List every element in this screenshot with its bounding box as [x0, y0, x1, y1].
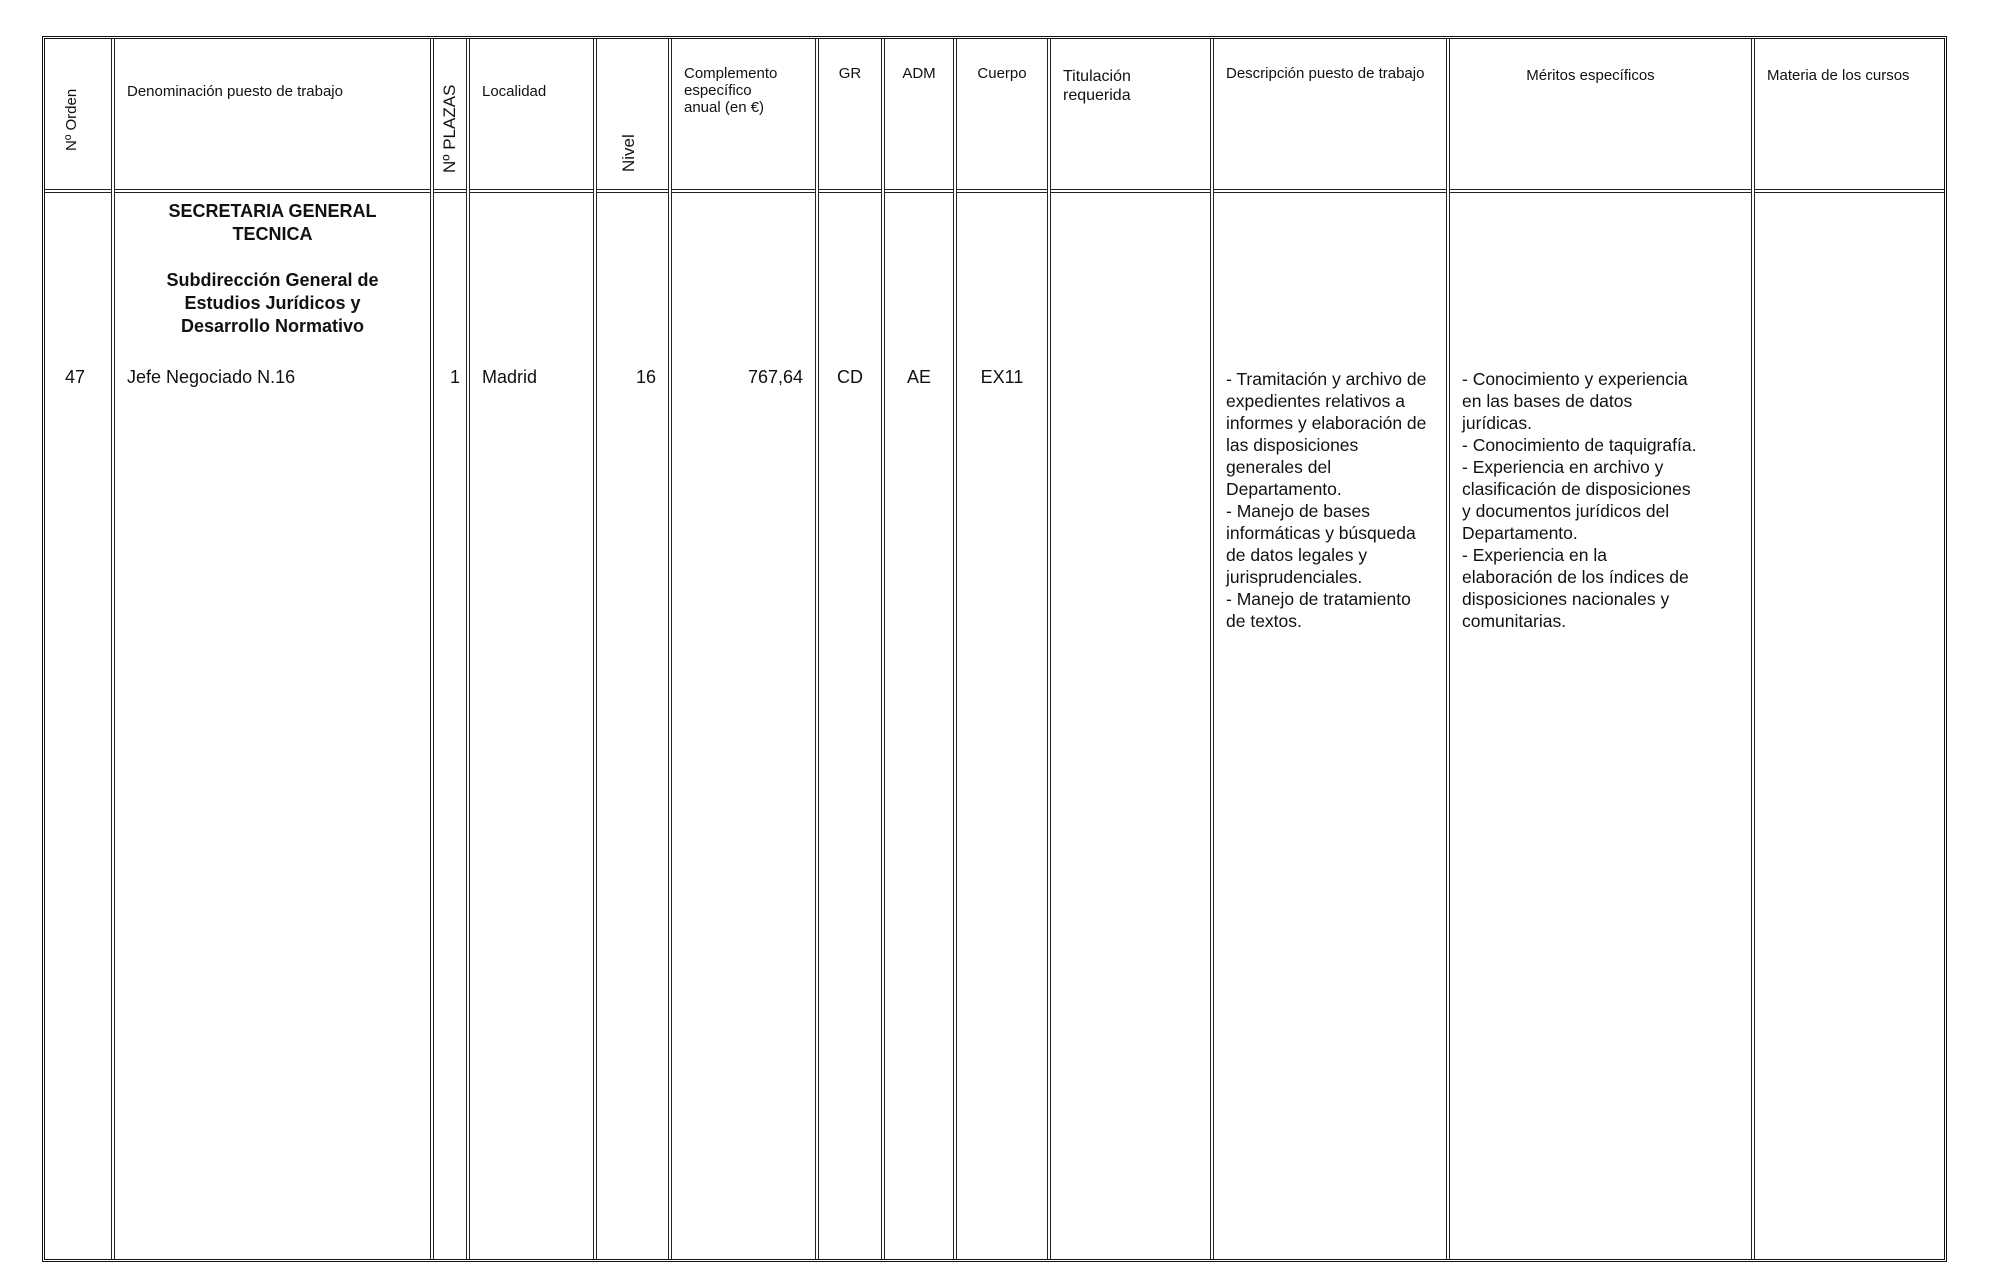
cell-denominacion: Jefe Negociado N.16 — [127, 367, 296, 387]
header-titulacion-label — [1063, 67, 1131, 105]
header-meritos-label: Méritos específicos — [1526, 67, 1655, 84]
column-cuerpo — [953, 39, 1047, 1259]
header-nivel — [597, 39, 668, 193]
section-unit-line: SECRETARIA GENERAL — [168, 201, 377, 221]
meritos-line: jurídicas. — [1462, 413, 1533, 433]
descripcion-line: - Tramitación y archivo de — [1226, 369, 1427, 389]
header-titulacion — [1051, 39, 1210, 193]
meritos-line: - Experiencia en la — [1462, 545, 1607, 565]
meritos-line: - Conocimiento y experiencia — [1462, 369, 1688, 389]
header-titulacion-line: Titulación — [1063, 68, 1131, 85]
header-adm-label: ADM — [902, 65, 936, 82]
column-nivel — [593, 39, 668, 1259]
cell-meritos — [1462, 368, 1696, 632]
cell-plazas: 1 — [449, 367, 460, 387]
cell-nivel: 16 — [635, 367, 656, 387]
descripcion-line: de textos. — [1226, 611, 1302, 631]
meritos-line: comunitarias. — [1462, 611, 1567, 631]
header-localidad — [470, 39, 593, 193]
header-gr — [819, 39, 881, 193]
column-adm — [881, 39, 953, 1259]
section-subunit — [115, 269, 430, 338]
column-descripcion — [1210, 39, 1446, 1259]
header-orden-label: Nº Orden — [63, 88, 80, 151]
column-localidad — [466, 39, 593, 1259]
header-plazas — [434, 39, 466, 193]
job-positions-table — [42, 36, 1947, 1262]
column-complemento — [668, 39, 815, 1259]
column-gr — [815, 39, 881, 1259]
column-denominacion — [111, 39, 430, 1259]
meritos-line: clasificación de disposiciones — [1462, 479, 1691, 499]
header-complemento — [672, 39, 815, 193]
cell-gr: CD — [837, 367, 863, 387]
column-titulacion — [1047, 39, 1210, 1259]
meritos-line: disposiciones nacionales y — [1462, 589, 1670, 609]
descripcion-line: de datos legales y — [1226, 545, 1368, 565]
meritos-line: y documentos jurídicos del — [1462, 501, 1670, 521]
descripcion-line: informáticas y búsqueda — [1226, 523, 1416, 543]
descripcion-line: expedientes relativos a — [1226, 391, 1405, 411]
descripcion-line: jurisprudenciales. — [1226, 567, 1363, 587]
header-orden — [45, 39, 111, 193]
header-cuerpo — [957, 39, 1047, 193]
header-materia — [1755, 39, 1944, 193]
cell-localidad: Madrid — [482, 367, 538, 387]
header-denominacion — [115, 39, 430, 193]
descripcion-line: - Manejo de tratamiento — [1226, 589, 1411, 609]
header-nivel-label: Nivel — [619, 134, 638, 172]
meritos-line: - Experiencia en archivo y — [1462, 457, 1664, 477]
cell-adm: AE — [906, 367, 931, 387]
section-subunit-line: Subdirección General de — [166, 270, 379, 290]
descripcion-line: Departamento. — [1226, 479, 1342, 499]
header-descripcion — [1214, 39, 1446, 193]
header-complemento-line: anual (en €) — [684, 99, 765, 116]
header-gr-label: GR — [838, 65, 862, 82]
header-adm — [885, 39, 953, 193]
descripcion-line: generales del — [1226, 457, 1332, 477]
header-materia-label: Materia de los cursos — [1767, 67, 1910, 84]
header-descripcion-label: Descripción puesto de trabajo — [1226, 65, 1425, 82]
section-unit-line: TECNICA — [232, 224, 313, 244]
cell-descripcion — [1226, 368, 1426, 632]
header-denominacion-label: Denominación puesto de trabajo — [127, 83, 343, 100]
section-subunit-line: Desarrollo Normativo — [180, 316, 365, 336]
column-plazas — [430, 39, 466, 1259]
section-unit — [115, 200, 430, 246]
meritos-line: en las bases de datos — [1462, 391, 1633, 411]
cell-orden: 47 — [64, 367, 86, 387]
descripcion-line: las disposiciones — [1226, 435, 1359, 455]
meritos-line: Departamento. — [1462, 523, 1578, 543]
header-plazas-label: Nº PLAZAS — [440, 84, 459, 173]
descripcion-line: informes y elaboración de — [1226, 413, 1427, 433]
header-meritos — [1450, 39, 1751, 193]
header-titulacion-line: requerida — [1063, 87, 1131, 104]
column-materia — [1751, 39, 1944, 1259]
descripcion-line: - Manejo de bases — [1226, 501, 1370, 521]
header-cuerpo-label: Cuerpo — [977, 65, 1027, 82]
cell-cuerpo: EX11 — [980, 367, 1024, 387]
column-orden — [45, 39, 111, 1259]
header-complemento-label — [684, 65, 777, 116]
section-subunit-line: Estudios Jurídicos y — [184, 293, 361, 313]
meritos-line: elaboración de los índices de — [1462, 567, 1689, 587]
header-complemento-line: Complemento — [684, 65, 778, 82]
header-complemento-line: específico — [684, 82, 752, 99]
column-meritos — [1446, 39, 1751, 1259]
cell-complemento: 767,64 — [747, 367, 803, 387]
header-localidad-label: Localidad — [482, 83, 547, 100]
meritos-line: - Conocimiento de taquigrafía. — [1462, 435, 1697, 455]
